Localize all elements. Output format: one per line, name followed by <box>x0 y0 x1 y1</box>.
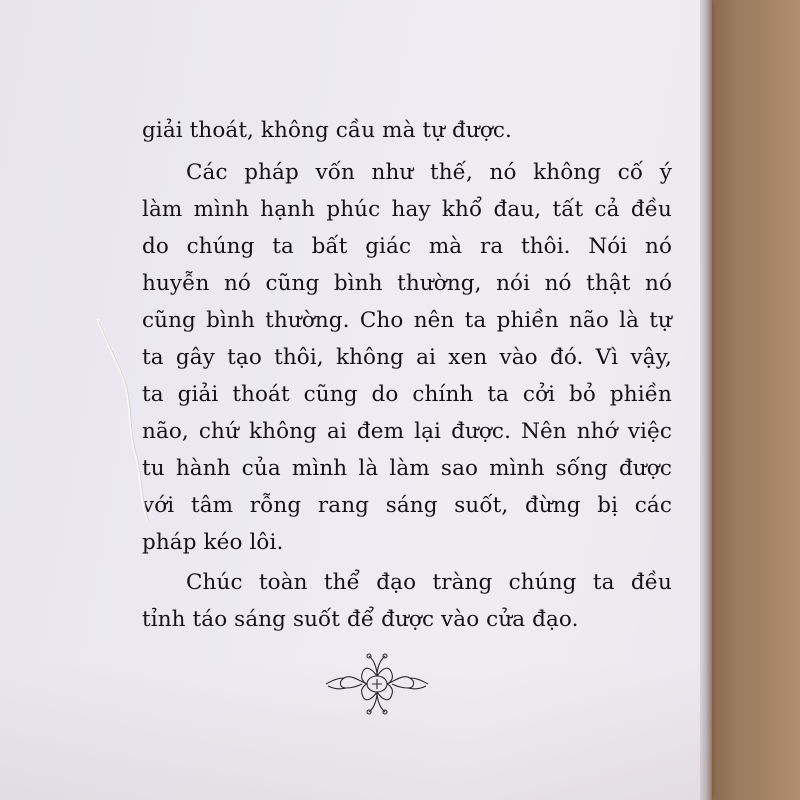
paragraph-start-line: Các pháp vốn như thế, nó không cố ý <box>186 160 672 185</box>
text-line: huyễn nó cũng bình thường, nói nó thật nó <box>142 271 672 296</box>
lotus-ornament-icon <box>322 650 432 718</box>
text-line: não, chứ không ai đem lại được. Nên nhớ việc <box>142 419 672 444</box>
text-line: tu hành của mình là làm sao mình sống được <box>142 456 672 481</box>
paragraph-start-line: Chúc toàn thể đạo tràng chúng ta đều <box>186 570 672 595</box>
text-line: làm mình hạnh phúc hay khổ đau, tất cả đều <box>142 197 672 222</box>
text-line: pháp kéo lôi. <box>142 530 284 555</box>
text-line: cũng bình thường. Cho nên ta phiền não là tự <box>142 308 672 333</box>
text-line: do chúng ta bất giác mà ra thôi. Nói nó <box>142 234 672 259</box>
text-line: ta gây tạo thôi, không ai xen vào đó. Vì vậy, <box>142 345 672 370</box>
text-line: tỉnh táo sáng suốt để được vào cửa đạo. <box>142 607 579 632</box>
text-line: ta giải thoát cũng do chính ta cởi bỏ phiền <box>142 382 672 407</box>
text-line: giải thoát, không cầu mà tự được. <box>142 118 512 143</box>
text-line: với tâm rỗng rang sáng suốt, đừng bị các <box>142 493 672 518</box>
